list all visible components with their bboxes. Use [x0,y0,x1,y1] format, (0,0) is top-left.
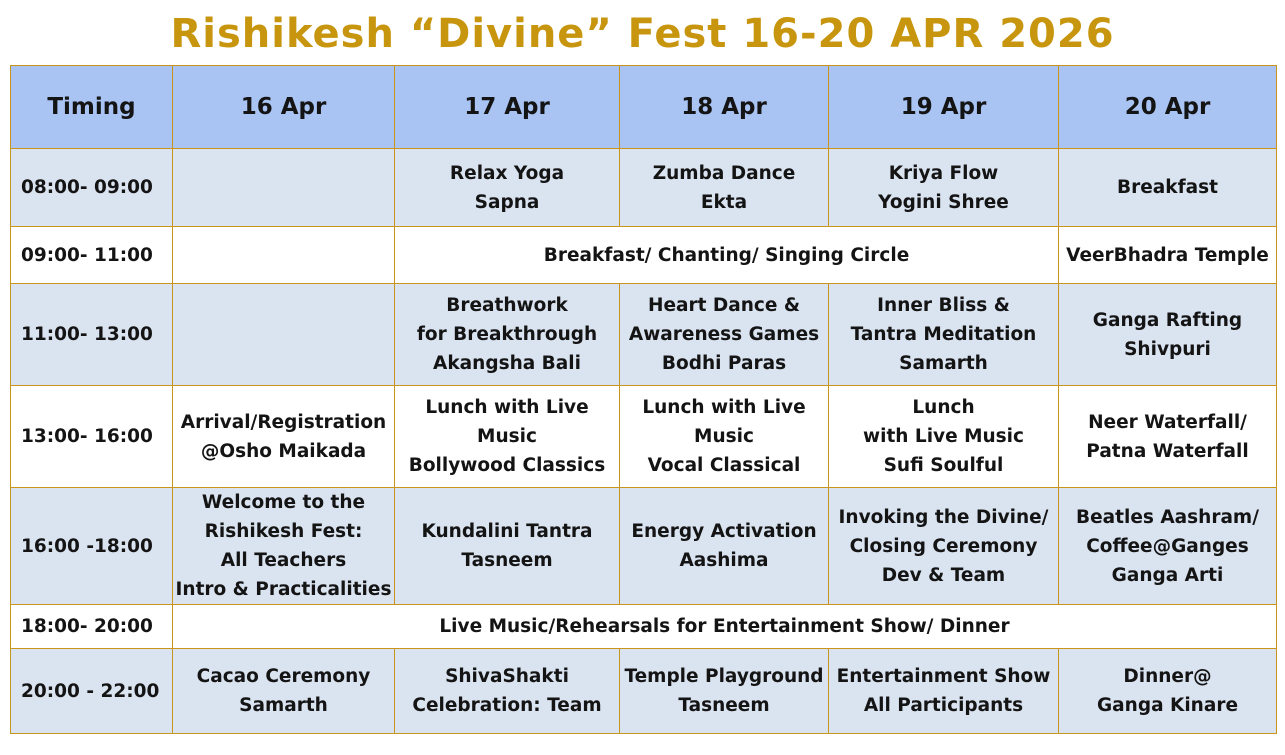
event-line: Music [477,426,537,447]
event-line: Ekta [700,191,748,213]
header-timing: Timing [11,66,173,149]
event-cell-16-apr [173,284,395,386]
event-line: Tasneem [461,550,553,571]
event-cell-20-apr [1059,227,1277,284]
timing-cell: 13:00- 16:00 [11,386,173,488]
event-line: Intro & Practicalities [175,579,392,600]
event-cell-20-apr [1059,488,1277,605]
page-title: Rishikesh “Divine” Fest 16-20 APR 2026 [170,11,1115,57]
event-cell-18-apr [620,488,829,605]
event-line: Beatles Aashram/ [1076,506,1259,528]
event-line: Kundalini Tantra [421,521,593,542]
event-line: Awareness Games [628,324,820,345]
timing-cell: 18:00- 20:00 [11,605,173,649]
event-cell-19-apr [829,649,1059,734]
timing-cell: 09:00- 11:00 [11,227,173,284]
event-cell-17-apr [395,149,620,227]
event-line: Celebration: Team [412,695,602,716]
header-row [11,66,1277,149]
event-line: Breakfast/ Chanting/ Singing Circle [543,244,910,266]
event-line: Lunch with Live [425,397,589,418]
event-line: Dinner@ [1123,666,1212,687]
header-20-apr: 20 Apr [1059,66,1277,149]
timing-cell: 20:00 - 22:00 [11,649,173,734]
event-line: All Teachers [220,550,347,571]
event-line: Akangsha Bali [433,353,581,374]
schedule-row [11,227,1277,284]
event-line: Tantra Meditation [850,324,1037,345]
schedule-row [11,488,1277,605]
schedule-row [11,149,1277,227]
event-cell-18-apr [620,284,829,386]
event-line: Breathwork [446,295,568,316]
schedule-row [11,284,1277,386]
event-line: Arrival/Registration [180,411,387,433]
event-line: Inner Bliss & [877,295,1010,316]
event-line: Patna Waterfall [1086,440,1249,462]
event-line: Entertainment Show [836,666,1051,687]
event-cell-20-apr [1059,649,1277,734]
event-cell-18-apr [620,649,829,734]
event-cell-16-apr [173,149,395,227]
schedule-row [11,605,1277,649]
event-line: for Breakthrough [416,324,598,345]
event-line: with Live Music [863,426,1024,447]
event-cell-20-apr [1059,149,1277,227]
header-18-apr: 18 Apr [620,66,829,149]
event-cell-17-apr [395,649,620,734]
header-17-apr: 17 Apr [395,66,620,149]
event-line: Bollywood Classics [408,455,606,476]
event-line: Coffee@Ganges [1086,535,1249,557]
event-line: Aashima [679,550,769,571]
event-line: All Participants [863,695,1024,716]
schedule-row [11,649,1277,734]
event-cell-20-apr [1059,386,1277,488]
event-line: Heart Dance & [647,295,801,316]
event-line: Kriya Flow [888,162,999,184]
event-line: Samarth [239,695,328,716]
event-cell-16-apr [173,488,395,605]
event-line: Samarth [899,353,988,374]
event-line: Lunch with Live [642,397,806,418]
event-cell-19-apr [829,149,1059,227]
event-cell-16-apr [173,649,395,734]
event-line: ShivaShakti [445,666,569,687]
event-line: VeerBhadra Temple [1066,244,1269,266]
event-line: Neer Waterfall/ [1088,411,1247,433]
event-cell-19-apr [829,284,1059,386]
header-16-apr: 16 Apr [173,66,395,149]
event-line: Closing Ceremony [849,535,1038,557]
event-line: Zumba Dance [652,162,796,184]
event-line: Invoking the Divine/ [838,506,1049,528]
event-line: Lunch [912,397,975,418]
event-cell-16-apr [173,386,395,488]
event-line: Live Music/Rehearsals for Entertainment Show/ Dinner [439,616,1010,637]
event-line: Ganga Rafting [1092,309,1243,331]
event-line: Dev & Team [881,564,1006,586]
event-line: Bodhi Paras [661,353,787,374]
event-cell-17-apr [395,386,620,488]
event-cell-17-apr [395,488,620,605]
event-line: Breakfast [1117,177,1218,198]
event-cell-18-apr [620,386,829,488]
event-cell-18-apr [620,149,829,227]
event-cell-16-apr [173,227,395,284]
schedule-row [11,386,1277,488]
event-line: Relax Yoga [449,162,565,184]
event-cell-20-apr [1059,284,1277,386]
event-line: Tasneem [678,695,770,716]
event-line: Sapna [474,191,540,213]
event-cell-span [173,605,1277,649]
timing-cell: 08:00- 09:00 [11,149,173,227]
event-line: Welcome to the [201,492,366,513]
event-line: Yogini Shree [878,191,1009,213]
event-cell-19-apr [829,386,1059,488]
event-line: Cacao Ceremony [196,666,371,687]
event-line: Energy Activation [631,521,817,542]
event-line: Rishikesh Fest: [204,521,363,542]
event-line: Vocal Classical [647,455,801,476]
event-line: Music [694,426,754,447]
event-line: @Osho Maikada [200,440,367,462]
event-line: Shivpuri [1124,338,1211,360]
event-cell-span [395,227,1059,284]
schedule-table [10,65,1277,734]
event-line: Ganga Arti [1111,564,1224,586]
event-line: Ganga Kinare [1096,695,1238,716]
event-line: Temple Playground [624,666,824,687]
event-cell-17-apr [395,284,620,386]
event-cell-19-apr [829,488,1059,605]
timing-cell: 11:00- 13:00 [11,284,173,386]
event-line: Sufi Soulful [883,455,1004,476]
header-19-apr: 19 Apr [829,66,1059,149]
timing-cell: 16:00 -18:00 [11,488,173,605]
